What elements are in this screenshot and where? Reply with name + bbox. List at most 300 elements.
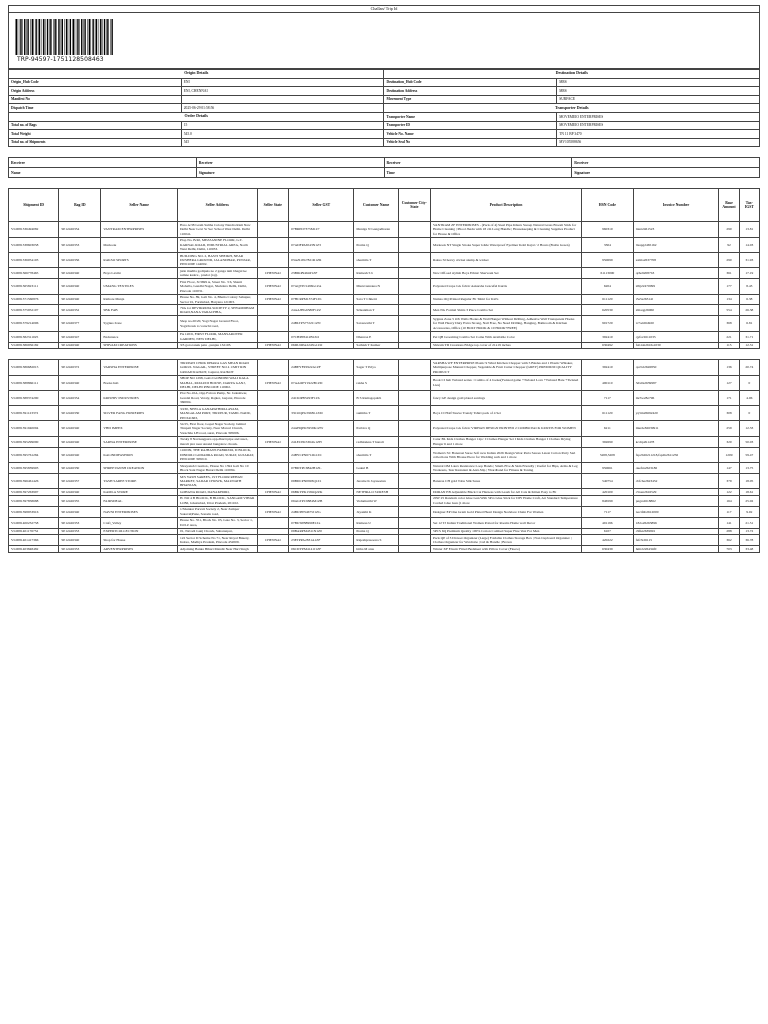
shipment-cell — [398, 436, 430, 447]
shipment-cell: 25.02 — [739, 495, 759, 506]
shipment-cell: sharmila T — [354, 252, 398, 267]
shipment-cell: CHENNAI — [257, 294, 289, 305]
detail-label: Origin Address — [9, 87, 182, 96]
barcode-bar — [32, 19, 33, 55]
barcode-bar — [84, 19, 85, 55]
shipment-cell: Srikanthan T — [354, 305, 398, 316]
shipment-cell: 3/3 gora tanak patu , punjau 132103. — [177, 342, 257, 349]
shipment-cell: Set 12 TJ Indian Traditional Women Potted for Rooms Home wall Decor — [430, 517, 581, 528]
shipment-cell: SP12426340 — [59, 421, 101, 436]
shipment-cell: SP12426340 — [59, 342, 101, 349]
shipment-cell — [257, 447, 289, 462]
barcode-bar — [64, 19, 65, 55]
shipment-cell: SP12426353 — [59, 237, 101, 252]
shipment-cell: RAKSO SPORTS — [101, 252, 178, 267]
shipment-cell: 392690 — [581, 436, 633, 447]
shipment-row — [9, 331, 760, 342]
shipment-cell: SP12426352 — [59, 305, 101, 316]
shipment-cell: 6.81 — [739, 316, 759, 331]
column-header: Seller State — [257, 189, 289, 222]
shipment-cell: 1/Shankar Parvati Society 2, Near Zampar Sokaval|Pune, Sonada road, — [177, 506, 257, 517]
shipment-cell: 141 — [719, 517, 739, 528]
column-header: Seller GST — [289, 189, 354, 222]
shipment-row — [9, 294, 760, 305]
shipment-cell: KALINDIFASHION — [101, 447, 178, 462]
transporter-section-title: Transporter Details — [384, 104, 760, 113]
barcode-bar — [111, 19, 112, 55]
shipment-cell: VL0081401417366 — [9, 535, 59, 546]
shipment-cell: VL0081391123372 — [9, 406, 59, 421]
destination-section-title: Destination Details — [384, 70, 760, 79]
shipment-cell: 14.03 — [739, 237, 759, 252]
shipment-cell: VL0081388374290 — [9, 390, 59, 405]
shipment-cell: 117 — [719, 506, 739, 517]
shipment-row — [9, 268, 760, 279]
shipment-cell: 07CHPP8412B1ZO — [289, 331, 354, 342]
shipment-row — [9, 237, 760, 252]
barcode-bar — [45, 19, 46, 55]
detail-value: 15 — [181, 121, 384, 130]
receiver-label-1: Receiver — [9, 158, 197, 168]
shipment-row — [9, 495, 760, 506]
shipment-cell: House No. 89, Gali No. 4, Bhatia Colony Sahupur, Sector 91, Faridabad, Haryana 121003. — [177, 294, 257, 305]
shipment-cell — [257, 495, 289, 506]
shipment-cell: 6211 — [581, 421, 633, 436]
detail-value: MRS — [557, 87, 760, 96]
shipment-cell: CHENNAI — [257, 506, 289, 517]
shipment-cell — [398, 237, 430, 252]
shipment-cell: VL0081391940094 — [9, 421, 59, 436]
shipment-cell: VL0081365823111 — [9, 279, 59, 294]
column-header: Customer City-State — [398, 189, 430, 222]
shipment-row — [9, 375, 760, 390]
shipment-cell: 308 — [719, 406, 739, 421]
shipment-cell: B S Ramagopalrh — [354, 390, 398, 405]
column-header: Product Description — [430, 189, 581, 222]
shipment-row — [9, 463, 760, 474]
detail-row — [9, 112, 760, 121]
shipment-cell: 23BIKP9464P1ZF — [289, 268, 354, 279]
shipment-cell: 2maqg26060 — [633, 305, 719, 316]
shipment-cell: 361 — [719, 268, 739, 279]
shipment-cell: 630492 — [581, 342, 633, 349]
shipment-cell: Jayanthi K — [354, 506, 398, 517]
shipment-cell: Sagar T Priya — [354, 360, 398, 375]
shipment-row — [9, 473, 760, 488]
shipment-cell: 4.06 — [739, 390, 759, 405]
shipment-cell: 07AAOPY1922B1ZD — [289, 375, 354, 390]
shipment-row — [9, 360, 760, 375]
shipment-cell: 290 — [719, 222, 739, 237]
shipment-row — [9, 390, 760, 405]
shipment-row — [9, 305, 760, 316]
shipment-cell: CHENNAI — [257, 279, 289, 294]
column-header: Customer Name — [354, 189, 398, 222]
shipment-cell: 21.51 — [739, 517, 759, 528]
receiver-table — [8, 157, 760, 178]
shipment-cell: SP12426354 — [59, 222, 101, 237]
barcode-bar — [50, 19, 51, 55]
detail-row — [9, 121, 760, 130]
shipment-cell: VANTRAM ZF ENTERPRISES - (Pack of 4) Steel Pipe Khuru Sweep Natural Grass Broom Stick for Home Cleaning | Phool Jhadu with 18 cm Long Handle | Housekeeping & Cleaning Supplies Product for House & Office — [430, 222, 581, 237]
receiver-label-2: Receiver — [196, 158, 384, 168]
shipment-cell: 171 — [719, 390, 739, 405]
shipment-cell: 24BYCPN6712K1ZC — [289, 447, 354, 462]
shipment-cell: 115 — [719, 342, 739, 349]
shipment-cell: 392410 — [581, 331, 633, 342]
column-header: Shipment ID — [9, 189, 59, 222]
shipment-cell: t5a5s26314l — [633, 294, 719, 305]
shipment-cell: 20.74 — [739, 360, 759, 375]
shipment-cell: 24BEYFP2922A1ZF — [289, 360, 354, 375]
shipment-cell: 24AHQPK5959K1ZW — [289, 421, 354, 436]
shipment-cell: VARSHA ENTERPRISE — [101, 360, 178, 375]
shipment-cell: Sara T Chhetri — [354, 294, 398, 305]
detail-label: Destination_Hub Code — [384, 78, 557, 87]
shipment-cell: 06BKYPK1584Q2ZK — [289, 489, 354, 496]
shipment-cell: 33COQPG5968L1ZM — [289, 406, 354, 421]
shipment-cell: VL0081382311025 — [9, 331, 59, 342]
barcode-bar — [49, 19, 50, 55]
shipment-cell: fsfr5t26115 — [633, 535, 719, 546]
shipment-cell: VL0081366778465 — [9, 268, 59, 279]
barcode-bar — [96, 19, 97, 55]
shipment-cell: VL0081336054103 — [9, 252, 59, 267]
shipment-cell: 07ADFPA6543N1Z3 — [289, 237, 354, 252]
shipment-cell: VL0081336494082 — [9, 222, 59, 237]
shipment-cell: VL0081396461426 — [9, 473, 59, 488]
shipment-cell: 620530 — [581, 305, 633, 316]
shipment-cell: 703 — [719, 546, 739, 553]
shipment-cell — [257, 463, 289, 474]
shipment-cell: Designer EP One Gram Gold Plated Heart Design Necklace Chain For Women — [430, 506, 581, 517]
shipment-cell: 92 — [719, 237, 739, 252]
shipment-cell: 1160/09, THE RAJHANS FABRIZIO, D BLOCK, DINDOLI GODADRA ROAD, SURAT, GUJARAT, PINCODE 395010. — [177, 447, 257, 462]
shipment-cell: 122 Sector D Scheme No 71, Near Royal Bakery, Indore, Madhya Pradesh, Pincode 452009. — [177, 535, 257, 546]
shipment-cell: VARSHA WF ENTERPRISE Plastic 9 Wind Kitchen Chopper with 5 Blades and 1 Plastic Whisker, Multipurpose Manual Chopper, Vegetable & Fruit Cutter Chopper (GREY) PREMIUM QUALITY PRODUCT — [430, 360, 581, 375]
shipment-cell: okefrn2623186 — [633, 463, 719, 474]
shipment-cell — [398, 495, 430, 506]
barcode-bar — [92, 19, 93, 55]
shipment-cell: ARVENTERPRISES — [101, 546, 178, 553]
shipment-row — [9, 222, 760, 237]
shipment-cell: 36.78 — [739, 535, 759, 546]
shipment-cell: 554 — [719, 305, 739, 316]
barcode-bar — [99, 19, 100, 55]
shipment-cell: 540754 — [581, 473, 633, 488]
shipment-cell: 5PCS 6Q Premium Quality 100% Cotton Combed Super Fine Vest For Men — [430, 528, 581, 535]
shipment-cell — [257, 316, 289, 331]
shipment-cell: 06CDYPM4141J1ZF — [289, 546, 354, 553]
shipment-cell: H. NO 4 B BLOCK, B BLOCK , SANGAM VIHAR LONI, Ghaziabad, Uttar Pradesh, 201102. — [177, 495, 257, 506]
shipment-cell: SP12426353 — [59, 528, 101, 535]
shipment-cell: 846599 — [581, 495, 633, 506]
shipment-cell: 17.19 — [739, 268, 759, 279]
barcode-bar — [22, 19, 23, 55]
barcode-bar — [104, 19, 105, 55]
shipment-cell: ssthla2637708 — [633, 252, 719, 267]
shipment-cell: BUILDING NO. 2, BASTI SHEIKH, NEAR DUSHERA GROUND, JALANDHAR, PUNJAR, PINCODE 144002. — [177, 252, 257, 267]
shipment-cell: Parbica Q — [354, 421, 398, 436]
shipment-cell — [257, 390, 289, 405]
barcode-bar — [56, 19, 57, 55]
shipment-cell: 392410 — [581, 360, 633, 375]
shipment-cell: Adjoining Banka Bihari Mandir Near Hari Singh — [177, 546, 257, 553]
barcode-bar — [66, 19, 67, 55]
shipment-cell: 61113000 — [581, 268, 633, 279]
shipment-cell: 611120 — [581, 294, 633, 305]
shipment-cell: VL0081338603058 — [9, 237, 59, 252]
shipment-cell: SP12426340 — [59, 268, 101, 279]
detail-value: 545 — [181, 138, 384, 147]
shipment-cell: 960310 — [581, 222, 633, 237]
receiver-name-label: Name — [9, 168, 197, 178]
shipment-row — [9, 252, 760, 267]
detail-label: Total Weight — [9, 130, 182, 139]
shipment-cell: SP12426340 — [59, 447, 101, 462]
shipment-cell: SP12426354 — [59, 390, 101, 405]
barcode-bar — [30, 19, 31, 55]
detail-value: 545.0 — [181, 130, 384, 139]
shipment-cell: VL0081400232758 — [9, 517, 59, 528]
column-header: Bag ID — [59, 189, 101, 222]
shipment-cell: SP12426340 — [59, 506, 101, 517]
detail-row — [9, 87, 760, 96]
detail-value: MOVEMEIO ENTERPRISES — [557, 121, 760, 130]
shipment-cell: 24BLTPS7722C1ZN — [289, 316, 354, 331]
shipment-cell: rekha S — [354, 375, 398, 390]
shipment-cell: 7117 — [581, 390, 633, 405]
shipment-cell: liant2461523 — [633, 222, 719, 237]
column-header: Invoice Number — [633, 189, 719, 222]
shipment-cell: 09BARPM4311N1Z0 — [289, 528, 354, 535]
shipment-cell: NETHRA O SURESH — [354, 489, 398, 496]
barcode-bar — [106, 19, 107, 55]
shipment-cell: M/S YASH SAREES, 1ST FLOOR REHAN MARKET, SADAR CHOWK, MAUNATH BHANJAN, — [177, 473, 257, 488]
receiver-label-3: Receiver — [384, 158, 572, 168]
shipment-cell: 136 — [719, 360, 739, 375]
order-section-title: Order Details — [9, 112, 384, 121]
barcode-bar — [70, 19, 71, 55]
shipment-cell — [257, 222, 289, 237]
detail-value: SURFACE — [557, 95, 760, 104]
shipment-cell: 259 — [719, 421, 739, 436]
shipment-cell — [398, 473, 430, 488]
shipment-cell: 12.31 — [739, 342, 759, 349]
shipment-cell: 26.38 — [739, 305, 759, 316]
shipment-cell: Plot No.10A, Opp Falcon Pump, Nr. Jadeshwar, Gondal Road, Veraly, Rajkot, Gujarat, Pincode 360004. — [177, 390, 257, 405]
shipment-row — [9, 316, 760, 331]
shipment-cell: pngrs2618862 — [633, 495, 719, 506]
shipment-cell — [257, 517, 289, 528]
barcode-bar — [35, 19, 36, 55]
shipment-cell: SP12426356 — [59, 252, 101, 267]
shipment-cell — [257, 421, 289, 436]
detail-value: TN 11 BP 3470 — [557, 130, 760, 139]
shipment-cell: SHIVAM CREATIONS — [101, 342, 178, 349]
origin-section-title: Origin Details — [9, 70, 384, 79]
trip-id-text: TRP-94597-175112850846​3 — [17, 56, 104, 63]
shipment-cell: 630439 — [581, 546, 633, 553]
barcode-bar — [53, 19, 54, 55]
shipment-cell — [257, 331, 289, 342]
shipment-cell: 182o26263896 — [633, 517, 719, 528]
shipment-cell: 24BUPPN4675J1ZG — [289, 506, 354, 517]
column-header: Seller Address — [177, 189, 257, 222]
shipment-cell: House No. 351, Block No. 03, Gate No. 3, Sector 1, D.D.Z Area, — [177, 517, 257, 528]
shipment-cell: 221 — [719, 331, 739, 342]
shipment-cell: SP12426340 — [59, 489, 101, 496]
shipment-row — [9, 517, 760, 528]
shipment-row — [9, 436, 760, 447]
shipment-cell: VL0081386682015 — [9, 360, 59, 375]
shipment-cell: 24LECPK5364G1ZH — [289, 436, 354, 447]
shipment-cell: 950699 — [581, 252, 633, 267]
barcode-bar — [89, 19, 90, 55]
detail-label: Transporter Name — [384, 112, 557, 121]
shipment-cell: SARWA ENTERPRISE — [101, 436, 178, 447]
shipment-cell: Sathish T Kumar — [354, 342, 398, 349]
details-table — [8, 69, 760, 147]
shipment-cell: VL0081395299090 — [9, 436, 59, 447]
detail-value: MOVEMEIO ENTERPRISES — [557, 112, 760, 121]
shipment-cell — [398, 222, 430, 237]
shipment-cell: Shivam TD Creations Fridge top cover of 21x19 inches — [430, 342, 581, 349]
shipment-cell: SP12426353 — [59, 546, 101, 553]
column-header: Base Amount — [719, 189, 739, 222]
shipment-cell: Catar BL Kids Clothes Hanger 12pc I Clothes Hanger Set I Kids Clothes Hanger I Clothes Drying Hanger 6 and 1 more — [430, 436, 581, 447]
shipment-cell: Shreyansh Creation , House No 1394 Gali No 10 Block Sant Nagar Burari Delhi 110084. — [177, 463, 257, 474]
shipment-cell: VL0081375952107 — [9, 305, 59, 316]
shipment-cell: Craft_Valley — [101, 517, 178, 528]
shipment-row — [9, 447, 760, 462]
shipment-cell: VL0081401176752 — [9, 528, 59, 535]
shipment-cell: 20W 25 Random color Glue Gun With 5Pcs Glue Stick for DIY Home Craft, Art Standard Temperature Corded Glue Gun (1 more — [430, 495, 581, 506]
shipment-cell: First Floor, X/3699 A, Street No. 3 6, Shanti Mohalla, Gandhi Nagar, Shahdara Delhi, Delhi, Pincode 110031. — [177, 279, 257, 294]
shipment-cell: jatin mudila godipuis no 2 ganga nim bhagal ke samne kasiru , pradot (raj). — [177, 268, 257, 279]
shipment-cell: Namas OQ Printed Regular Fit Tshirt for Kid's — [430, 294, 581, 305]
shipment-cell: 379 — [719, 473, 739, 488]
shipment-cell: 1209 — [719, 447, 739, 462]
shipment-row — [9, 506, 760, 517]
shipment-cell — [398, 517, 430, 528]
detail-label: Vehicle Seal No — [384, 138, 557, 147]
barcode-bar — [42, 19, 43, 55]
shipment-cell — [398, 268, 430, 279]
shipment-cell — [257, 546, 289, 553]
shipment-cell: Natural OM Latex Resistance Loop Bands | Small-Five & Skin Friendly | Useful for Hips, Arms & Leg Workouts, Tear Resistant & Anti-Slip | Yhardband for Fitness & Toning — [430, 463, 581, 474]
shipment-cell: VANTRAM ENTERPRISES — [101, 222, 178, 237]
shipment-cell: CHENNAI — [257, 436, 289, 447]
shipment-cell: H.no A/38 Gram Sultha Colony Nandra Ram New Delhi Near Govt Sr Sec School West Delhi. Delhi 110041. — [177, 222, 257, 237]
shipment-cell — [398, 406, 430, 421]
barcode-bar — [68, 19, 69, 55]
shipment-cell: 07BRPD7375M1Z7 — [289, 222, 354, 237]
barcode-bar — [38, 19, 39, 55]
shipment-cell: 950661 — [581, 463, 633, 474]
shipment-cell: Ramesh S b — [354, 268, 398, 279]
shipment-cell: 320 — [719, 436, 739, 447]
shipment-cell: 07BUSPB8999E1Za — [289, 517, 354, 528]
shipment-cell: VHD IMPEX — [101, 421, 178, 436]
shipment-cell: 13.81 — [739, 222, 759, 237]
shipment-cell: Rathore Manja — [101, 294, 178, 305]
barcode-bar — [47, 19, 48, 55]
challan-page — [8, 5, 760, 553]
detail-label: Movement Type — [384, 95, 557, 104]
shipment-cell: fsp2b26211218,fsp2h2611256 — [633, 447, 719, 462]
shipment-cell: VL0081371560876 — [9, 294, 59, 305]
shipment-cell: fub1sh2616s1030 — [633, 342, 719, 349]
shipment-row — [9, 535, 760, 546]
shipment-cell: 122 — [719, 489, 739, 496]
shipment-cell: VL0081386956182 — [9, 342, 59, 349]
barcode-bar — [58, 19, 59, 55]
shipment-cell: VL0081397858688 — [9, 495, 59, 506]
shipment-cell: 01, Navadi Gunj Chowk, Saharanpur, — [177, 528, 257, 535]
barcode-bar — [39, 19, 40, 55]
section-header-row — [9, 70, 760, 79]
shipment-cell — [257, 406, 289, 421]
shipment-cell: 7117 — [581, 506, 633, 517]
shipment-cell: 3dx0a2639987 — [633, 375, 719, 390]
shipment-cell — [398, 535, 430, 546]
shipment-cell: 420222 — [581, 535, 633, 546]
shipment-cell: SP12426340 — [59, 279, 101, 294]
shipment-cell: 03AZLPK7821R1ZR — [289, 252, 354, 267]
shipment-cell: Gokul B — [354, 463, 398, 474]
shipment-cell: SP12426340 — [59, 436, 101, 447]
shipment-cell: SP12426377 — [59, 316, 101, 331]
shipment-cell: 07AQVPJ1496G1ZA — [289, 279, 354, 294]
shipment-cell: Muruvannaiea N — [354, 279, 398, 294]
shipment-cell: hmt2226434f0 — [633, 546, 719, 553]
shipment-cell: 6107 — [581, 528, 633, 535]
shipment-cell: 54.55, First floor, Gopal Nagar Society, behind Tirupati Nagar Society, Near Marcel Church, Varachha LH road, surat, Pincode 395006. — [177, 421, 257, 436]
detail-label: Dispatch Time — [9, 104, 182, 113]
detail-value: 2025-06-29 01:58:56 — [181, 104, 384, 113]
page-break-gap — [9, 349, 760, 360]
shipment-cell — [398, 360, 430, 375]
shipment-cell — [257, 237, 289, 252]
shipment-cell: c9fki2639991 — [633, 528, 719, 535]
shipment-cell: Pet QB Grooming Combo Set Come With Available Color — [430, 331, 581, 342]
shipment-cell: CHENNAI — [257, 535, 289, 546]
shipment-cell: SP12426340 — [59, 375, 101, 390]
shipment-cell: lleapg2465162 — [633, 237, 719, 252]
shipment-cell: 368 — [719, 316, 739, 331]
shipment-cell: SHREEVANSH CREATION — [101, 463, 178, 474]
detail-value: MV105588656 — [557, 138, 760, 147]
column-header: Seller Name — [101, 189, 178, 222]
barcode-bar — [95, 19, 96, 55]
shipment-cell: NAVNI ENTERPRISES — [101, 506, 178, 517]
shipment-cell: 24CIOPB5293F1Zh — [289, 390, 354, 405]
shipment-cell: FAIRSDEAL — [101, 495, 178, 506]
shipment-cell — [398, 421, 430, 436]
shipment-cell: Sygnus Zone 5 OX Walls Hooks & Wall Hanger Without Drilling, Adhesive Wall Transparent Hooks for Wall Heavy Duty Extra Strong, Nail Free, No Need Drilling, Hanging, Bathroom & Kitchen Accessories, Office (10 BOLT HOOK & 10 HOOK+FREE) — [430, 316, 581, 331]
barcode-bar — [62, 19, 63, 55]
shipment-cell: Markook — [101, 237, 178, 252]
shipment-cell: Twsky 8 Navnaagpura opp.dharti pipe and steel., marali plot near Anand bungalow chowk. — [177, 436, 257, 447]
shipment-cell: VL0081395761284 — [9, 447, 59, 462]
shipment-cell: 134 — [719, 294, 739, 305]
shipment-cell: 18.61 — [739, 489, 759, 496]
shipment-cell — [398, 279, 430, 294]
shipment-cell: Prema Q — [354, 528, 398, 535]
barcode-bar — [61, 19, 62, 55]
shipment-cell: 13.75 — [739, 463, 759, 474]
